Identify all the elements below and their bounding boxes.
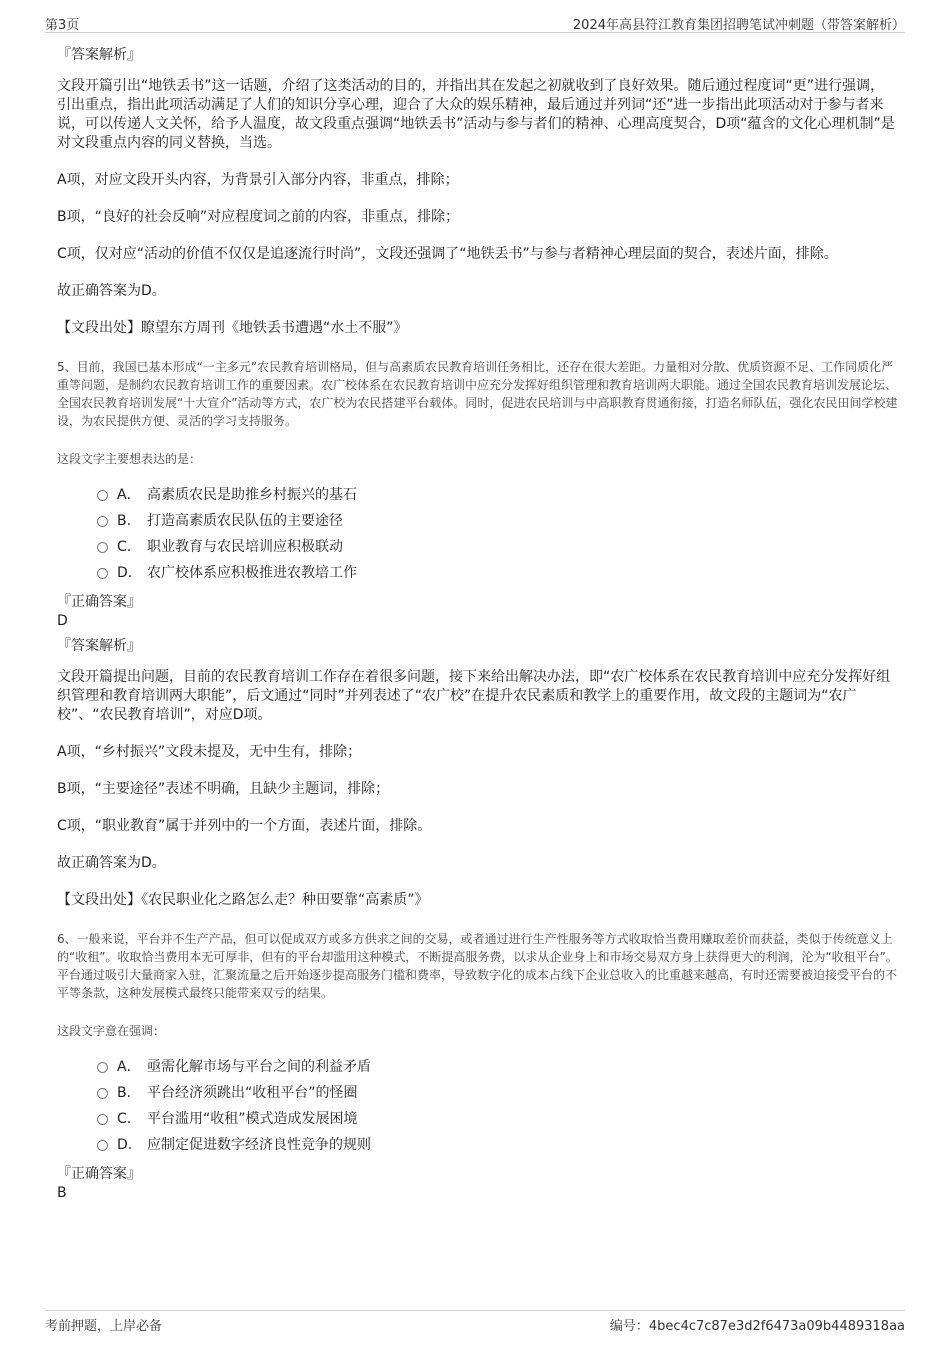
option-text: 亟需化解市场与平台之间的利益矛盾 xyxy=(147,1059,371,1075)
q5-option-b[interactable] xyxy=(97,508,907,534)
option-letter: A． xyxy=(117,1059,141,1075)
option-letter: D. xyxy=(117,565,133,581)
q5-option-c[interactable] xyxy=(97,534,907,560)
q5-analysis-option-a: A项，“乡村振兴”文段未提及，无中生有，排除； xyxy=(57,744,362,760)
radio-icon[interactable] xyxy=(97,568,108,579)
radio-icon[interactable] xyxy=(97,1088,108,1099)
q4-analysis-paragraph: 文段开篇引出“地铁丢书”这一话题，介绍了这类活动的目的，并指出其在发起之初就收到了良好效果。随后通过程度词“更”进行强调，引出重点，指出此项活动满足了人们的知识分享心理，迎合了大众的娱乐精神，最后通过并列词“还”进一步指出此项活动对于参与者来说，可以传递人文关怀，给予人温度，故文段重点强调“地铁丢书”活动与参与者们的精神、心理高度契合，D项“蕴含的文化心理机制”是对文段重点内容的同义替换，当选。 xyxy=(57,78,895,151)
q5-answer-label: 『正确答案』 xyxy=(57,594,141,610)
option-text: 农广校体系应积极推进农教培工作 xyxy=(147,565,357,581)
option-letter: D. xyxy=(117,1137,133,1153)
q5-analysis-label: 『答案解析』 xyxy=(57,638,141,654)
q5-source: 【文段出处】《农民职业化之路怎么走？种田要靠“高素质”》 xyxy=(57,892,429,908)
radio-icon[interactable] xyxy=(97,490,108,501)
q6-option-a[interactable] xyxy=(97,1054,907,1080)
radio-icon[interactable] xyxy=(97,1140,108,1151)
page-number: 第3页 xyxy=(45,18,80,33)
q5-answer-value: D xyxy=(57,613,68,629)
document-code: 编号：4bec4c7c87e3d2f6473a09b4489318aa xyxy=(609,1319,905,1334)
option-text: 平台滥用“收租”模式造成发展困境 xyxy=(147,1111,358,1127)
q4-analysis-label: 『答案解析』 xyxy=(57,47,141,63)
q5-analysis-option-c: C项，“职业教育”属于并列中的一个方面，表述片面，排除。 xyxy=(57,818,432,834)
option-letter: A． xyxy=(117,487,141,503)
radio-icon[interactable] xyxy=(97,1114,108,1125)
option-letter: B. xyxy=(117,513,132,529)
q6-prompt: 这段文字意在强调： xyxy=(57,1024,166,1038)
q4-analysis-option-b: B项，“良好的社会反响”对应程度词之前的内容，非重点，排除； xyxy=(57,209,460,225)
q6-answer-value: B xyxy=(57,1185,67,1201)
option-text: 高素质农民是助推乡村振兴的基石 xyxy=(147,487,357,503)
option-letter: B. xyxy=(117,1085,132,1101)
page-footer xyxy=(45,1310,905,1334)
q6-option-b[interactable] xyxy=(97,1080,907,1106)
q6-options xyxy=(57,1054,907,1158)
footer-slogan: 考前押题，上岸必备 xyxy=(45,1319,163,1334)
q5-option-d[interactable] xyxy=(97,560,907,586)
page-header xyxy=(45,12,905,33)
q5-analysis-option-b: B项，“主要途径”表述不明确，且缺少主题词，排除； xyxy=(57,781,390,797)
q4-analysis-option-c: C项，仅对应“活动的价值不仅仅是追逐流行时尚”，文段还强调了“地铁丢书”与参与者精神心理层面的契合，表述片面，排除。 xyxy=(57,246,838,262)
q6-answer-label: 『正确答案』 xyxy=(57,1166,141,1182)
option-text: 打造高素质农民队伍的主要途径 xyxy=(147,513,343,529)
option-text: 应制定促进数字经济良性竞争的规则 xyxy=(147,1137,371,1153)
q4-analysis-option-a: A项，对应文段开头内容，为背景引入部分内容，非重点，排除； xyxy=(57,172,459,188)
option-letter: C. xyxy=(117,539,132,555)
radio-icon[interactable] xyxy=(97,516,108,527)
q5-prompt: 这段文字主要想表达的是： xyxy=(57,452,202,466)
document-title: 2024年高县符江教育集团招聘笔试冲刺题（带答案解析） xyxy=(572,18,905,33)
q5-question-text: 5、目前，我国已基本形成“一主多元”农民教育培训格局，但与高素质农民教育培训任务相比，还存在很大差距。力量相对分散、优质资源不足、工作同质化严重等问题，是制约农民教育培训工作的重要因素。农广校体系在农民教育培训中应充分发挥好组织管理和教育培训两大职能。通过全国农民教育培训发展论坛、全国农民教育培训发展“十大宣介”活动等方式，农广校为农民搭建平台载体。同时，促进农民培训与中高职教育贯通衔接，打造名师队伍，强化农民田间学校建设，为农民提供方便、灵活的学习支持服务。 xyxy=(57,360,898,428)
q4-source: 【文段出处】瞭望东方周刊《地铁丢书遭遇“水土不服”》 xyxy=(57,320,408,336)
radio-icon[interactable] xyxy=(97,1062,108,1073)
q6-option-d[interactable] xyxy=(97,1132,907,1158)
radio-icon[interactable] xyxy=(97,542,108,553)
option-letter: C. xyxy=(117,1111,132,1127)
q5-analysis-paragraph: 文段开篇提出问题，目前的农民教育培训工作存在着很多问题，接下来给出解决办法，即“农广校体系在农民教育培训中应充分发挥好组织管理和教育培训两大职能”，后文通过“同时”并列表述了“农广校”在提升农民素质和教学上的重要作用，故文段的主题词为“农广校”、“农民教育培训”，对应D项。 xyxy=(57,669,891,723)
page-content xyxy=(57,45,907,1202)
q6-question-text: 6、一般来说，平台并不生产产品，但可以促成双方或多方供求之间的交易，或者通过进行生产性服务等方式收取恰当费用赚取差价而获益，类似于传统意义上的“收租”。收取恰当费用本无可厚非，但有的平台却滥用这种模式，不断提高服务费，以求从企业身上和市场交易双方身上获得更大的利润，沦为“收租平台”。平台通过吸引大量商家入驻，汇聚流量之后开始逐步提高服务门槛和费率，导致数字化的成本占线下企业总收入的比重越来越高，有时还需要被迫接受平台的不平等条款，这种发展模式最终只能带来双亏的结果。 xyxy=(57,932,898,1000)
q4-conclusion: 故正确答案为D。 xyxy=(57,283,166,299)
q5-option-a[interactable] xyxy=(97,482,907,508)
q6-option-c[interactable] xyxy=(97,1106,907,1132)
option-text: 职业教育与农民培训应积极联动 xyxy=(147,539,343,555)
q5-conclusion: 故正确答案为D。 xyxy=(57,855,166,871)
q5-options xyxy=(57,482,907,586)
option-text: 平台经济须跳出“收租平台”的怪圈 xyxy=(147,1085,358,1101)
